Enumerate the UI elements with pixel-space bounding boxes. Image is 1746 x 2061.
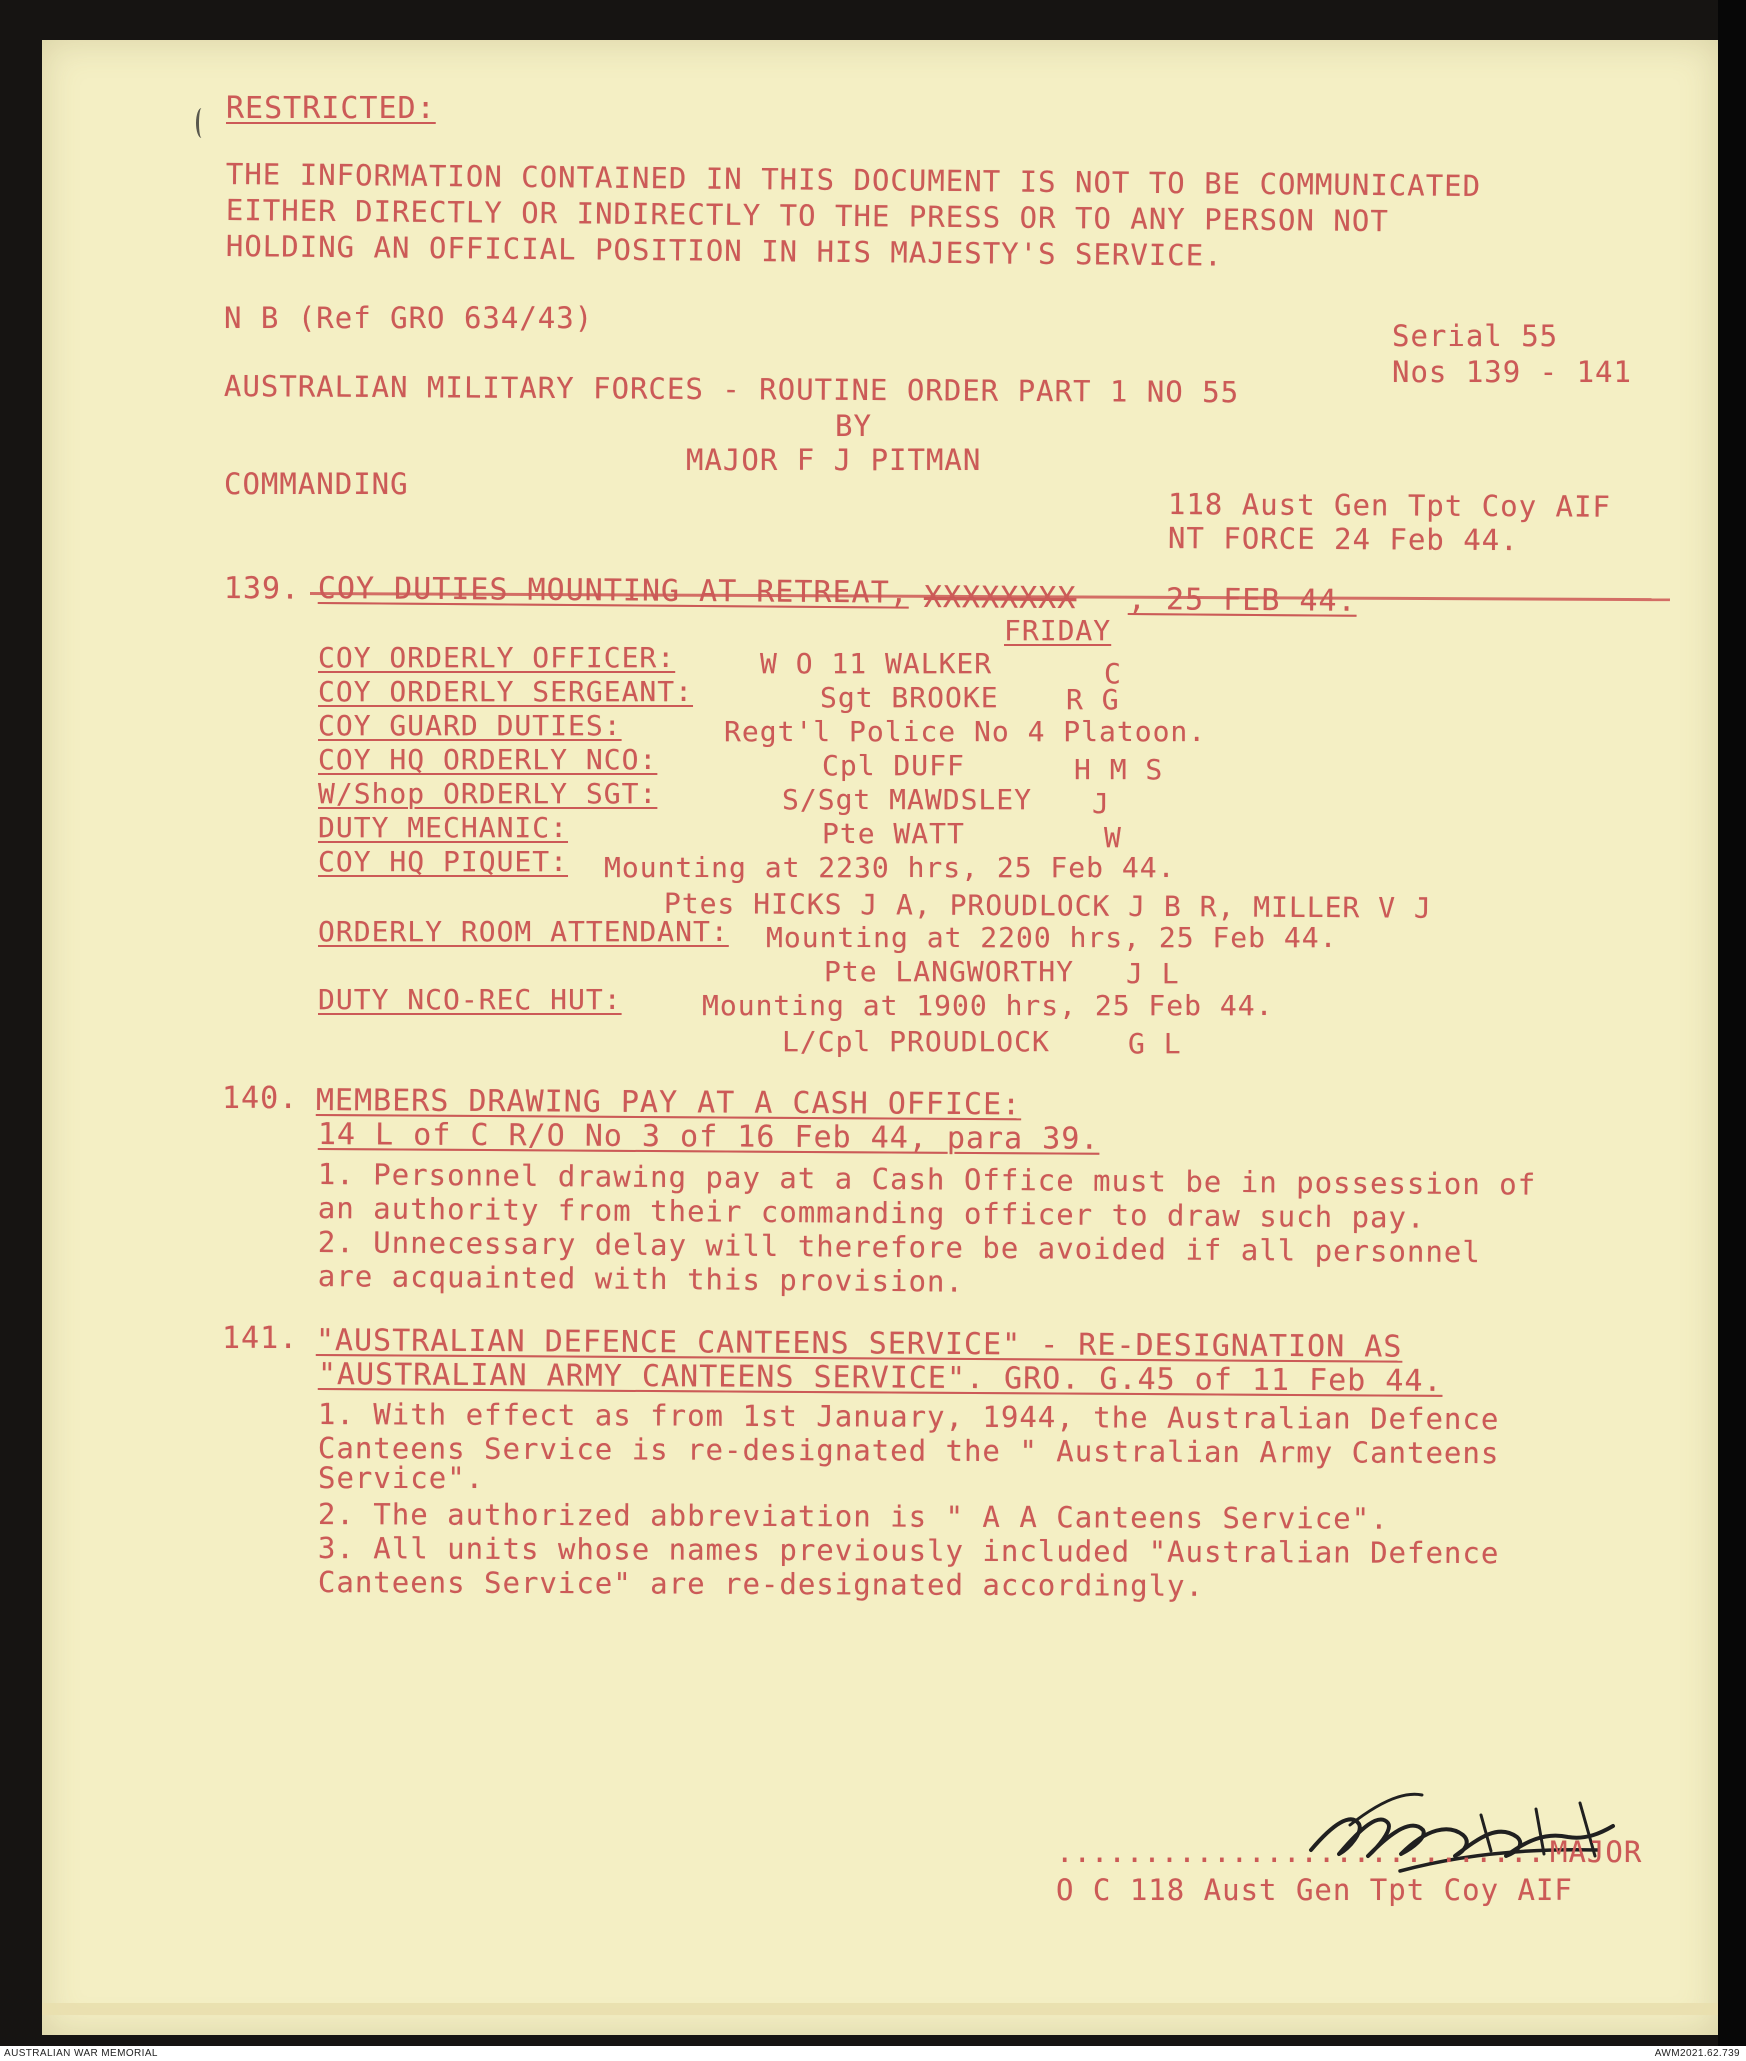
serial-number: Serial 55 [1392,319,1559,353]
section-140-line-3: 2. Unnecessary delay will therefore be avoided if all personnel [317,1225,1481,1270]
signature-rank: MAJOR [1550,1835,1643,1869]
section-141-line-5: 3. All units whose names previously included "Australian Defence [317,1531,1500,1571]
section-141-line-1: 1. With effect as from 1st January, 1944, the Australian Defence [317,1397,1500,1437]
duty-value-guard-duties: Regt'l Police No 4 Platoon. [724,715,1207,748]
restriction-notice-line-1: THE INFORMATION CONTAINED IN THIS DOCUMENT IS NOT TO BE COMMUNICATED [225,157,1482,204]
commander-name: MAJOR F J PITMAN [686,443,982,477]
duty-value-piquet-personnel: Ptes HICKS J A, PROUDLOCK J B R, MILLER V J [663,887,1432,925]
duty-initials-proudlock: G L [1128,1027,1182,1060]
section-141-line-6: Canteens Service" are re-designated accordingly. [317,1565,1205,1603]
duty-value-orderly-sergeant: Sgt BROOKE [820,681,999,714]
signature-unit: O C 118 Aust Gen Tpt Coy AIF [1056,1873,1573,1907]
paper-bottom-edge [42,2003,1718,2015]
section-141-heading-line-2: "AUSTRALIAN ARMY CANTEENS SERVICE". GRO. G.45 of 11 Feb 44. [317,1357,1443,1399]
archive-reference-label: AWM2021.62.739 [1654,2048,1740,2059]
duty-value-hq-orderly-nco: Cpl DUFF [822,749,965,782]
duty-label-guard-duties: COY GUARD DUTIES: [318,709,622,742]
force-date-line: NT FORCE 24 Feb 44. [1167,521,1519,558]
duty-initials-workshop-orderly-sgt: J [1092,787,1110,820]
nb-reference: N B (Ref GRO 634/43) [224,301,594,335]
section-141-heading-line-1: "AUSTRALIAN DEFENCE CANTEENS SERVICE" - RE-DESIGNATION AS [315,1323,1403,1365]
commanding-label: COMMANDING [224,467,409,501]
duty-initials-hq-orderly-nco: H M S [1074,753,1164,786]
unit-designation: 118 Aust Gen Tpt Coy AIF [1167,487,1612,524]
duty-value-rec-hut: Mounting at 1900 hrs, 25 Feb 44. [702,989,1274,1022]
section-140-line-1: 1. Personnel drawing pay at a Cash Office must be in possession of [317,1157,1537,1202]
section-140-heading: MEMBERS DRAWING PAY AT A CASH OFFICE: [315,1083,1022,1123]
duty-initials-duty-mechanic: W [1104,821,1122,854]
duty-initials-orderly-sergeant: R G [1066,683,1120,716]
duty-initials-langworthy: J L [1126,957,1180,990]
duty-value-workshop-orderly-sgt: S/Sgt MAWDSLEY [782,783,1033,816]
archive-source-label: AUSTRALIAN WAR MEMORIAL [4,2048,158,2059]
duty-label-hq-piquet: COY HQ PIQUET: [318,845,569,878]
section-141-line-4: 2. The authorized abbreviation is " A A Canteens Service". [317,1497,1389,1536]
duty-label-hq-orderly-nco: COY HQ ORDERLY NCO: [318,743,658,776]
left-margin-ink-mark [196,108,207,138]
duty-value-orderly-room-attendant: Mounting at 2200 hrs, 25 Feb 44. [766,921,1338,954]
signature-dotted-line: ............................ [1056,1835,1545,1869]
duty-label-duty-mechanic: DUTY MECHANIC: [318,811,569,844]
duty-value-proudlock: L/Cpl PROUDLOCK [782,1025,1050,1058]
section-141-line-2: Canteens Service is re-designated the " Australian Army Canteens [317,1431,1500,1471]
duty-label-workshop-orderly-sgt: W/Shop ORDERLY SGT: [318,777,658,810]
duty-label-rec-hut: DUTY NCO-REC HUT: [318,983,622,1016]
duty-value-hq-piquet: Mounting at 2230 hrs, 25 Feb 44. [604,851,1176,884]
section-140-line-2: an authority from their commanding officer to draw such pay. [317,1191,1426,1235]
section-140-number: 140. [222,1081,299,1116]
duty-label-orderly-sergeant: COY ORDERLY SERGEANT: [318,675,694,708]
section-139-struck-date: XXXXXXXX [923,580,1077,617]
section-141-number: 141. [222,1321,299,1356]
section-140-reference: 14 L of C R/O No 3 of 16 Feb 44, para 39. [317,1117,1100,1157]
friday-insert: FRIDAY [1004,614,1112,647]
section-141-line-3: Service". [318,1461,485,1495]
section-139-date: , 25 FEB 44. [1127,582,1357,619]
duty-value-duty-mechanic: Pte WATT [822,817,965,850]
duty-initials-orderly-officer: C [1104,657,1122,690]
restriction-notice-line-2: EITHER DIRECTLY OR INDIRECTLY TO THE PRESS OR TO ANY PERSON NOT [225,193,1389,239]
duty-label-orderly-officer: COY ORDERLY OFFICER: [318,641,676,674]
scan-edge-shadow [1718,0,1746,2046]
handwritten-signature [1295,1778,1625,1888]
duty-value-langworthy: Pte LANGWORTHY [824,955,1075,988]
duty-value-orderly-officer: W O 11 WALKER [760,647,993,680]
section-139-number: 139. [223,571,301,607]
order-numbers: Nos 139 - 141 [1392,355,1632,389]
restricted-heading: RESTRICTED: [226,91,436,126]
routine-order-title: AUSTRALIAN MILITARY FORCES - ROUTINE ORDER PART 1 NO 55 [223,369,1240,410]
duty-label-orderly-room-attendant: ORDERLY ROOM ATTENDANT: [318,915,729,948]
by-label: BY [835,409,872,443]
section-139-heading: COY DUTIES MOUNTING AT RETREAT, [317,571,909,611]
section-140-line-4: are acquainted with this provision. [317,1259,965,1299]
restriction-notice-line-3: HOLDING AN OFFICIAL POSITION IN HIS MAJESTY'S SERVICE. [225,229,1223,273]
